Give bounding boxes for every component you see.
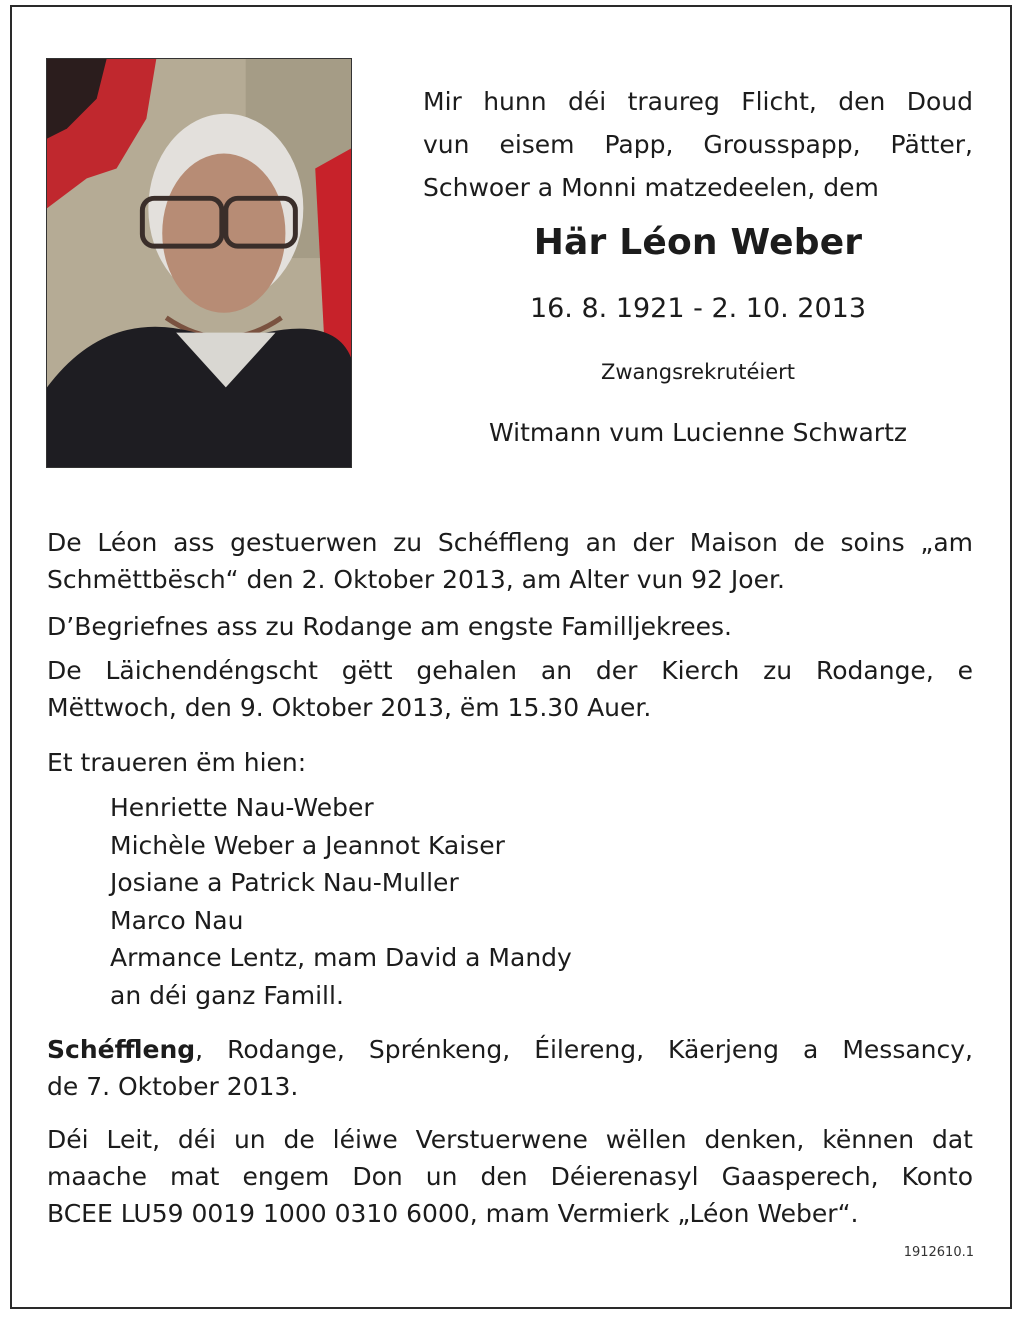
mourner: Armance Lentz, mam David a Mandy bbox=[110, 943, 572, 972]
mourner: Henriette Nau-Weber bbox=[110, 793, 374, 822]
mourners-list bbox=[110, 789, 572, 1014]
text-line: D’Begriefnes ass zu Rodange am engste Familljekrees. bbox=[47, 612, 732, 641]
text-line: Mëttwoch, den 9. Oktober 2013, ëm 15.30 Auer. bbox=[47, 693, 652, 722]
deceased-name: Här Léon Weber bbox=[533, 222, 863, 263]
portrait-image bbox=[47, 59, 351, 467]
intro-line: Schwoer a Monni matzedeelen, dem bbox=[423, 173, 879, 202]
text-line: maache mat engem Don un den Déierenasyl Gaasperech, Konto bbox=[47, 1162, 973, 1191]
place-date-paragraph bbox=[47, 1031, 973, 1105]
widower-line: Witmann vum Lucienne Schwartz bbox=[488, 418, 908, 447]
text-line: BCEE LU59 0019 1000 0310 6000, mam Vermierk „Léon Weber“. bbox=[47, 1199, 859, 1228]
mourner: an déi ganz Famill. bbox=[110, 980, 344, 1010]
place-list: , Rodange, Sprénkeng, Éilereng, Käerjeng a Messancy, bbox=[195, 1035, 973, 1064]
text-line: De Léon ass gestuerwen zu Schéffleng an der Maison de soins „am bbox=[47, 528, 973, 557]
mourner: Marco Nau bbox=[110, 905, 244, 935]
text-line: de 7. Oktober 2013. bbox=[47, 1072, 299, 1101]
burial-paragraph bbox=[47, 608, 973, 645]
reference-number: 1912610.1 bbox=[903, 1245, 974, 1260]
deceased-note: Zwangsrekrutéiert bbox=[601, 360, 795, 384]
text-line: Schmëttbësch“ den 2. Oktober 2013, am Alter vun 92 Joer. bbox=[47, 565, 785, 594]
life-dates: 16. 8. 1921 - 2. 10. 2013 bbox=[529, 293, 867, 324]
mourner: Michèle Weber a Jeannot Kaiser bbox=[110, 830, 505, 860]
portrait-photo bbox=[46, 58, 352, 468]
text-line: De Läichendéngscht gëtt gehalen an der Kierch zu Rodange, e bbox=[47, 656, 973, 685]
text-line bbox=[47, 1031, 973, 1068]
mourners-heading: Et traueren ëm hien: bbox=[47, 748, 307, 777]
mourner: Josiane a Patrick Nau-Muller bbox=[110, 868, 459, 897]
intro-line: Mir hunn déi traureg Flicht, den Doud bbox=[423, 87, 973, 116]
intro-text bbox=[423, 80, 973, 209]
death-paragraph bbox=[47, 524, 973, 598]
text-line: Déi Leit, déi un de léiwe Verstuerwene wëllen denken, kënnen dat bbox=[47, 1125, 973, 1154]
donation-paragraph bbox=[47, 1121, 973, 1232]
intro-line: vun eisem Papp, Grousspapp, Pätter, bbox=[423, 130, 973, 159]
place-name: Schéffleng bbox=[47, 1035, 196, 1064]
mass-paragraph bbox=[47, 652, 973, 726]
